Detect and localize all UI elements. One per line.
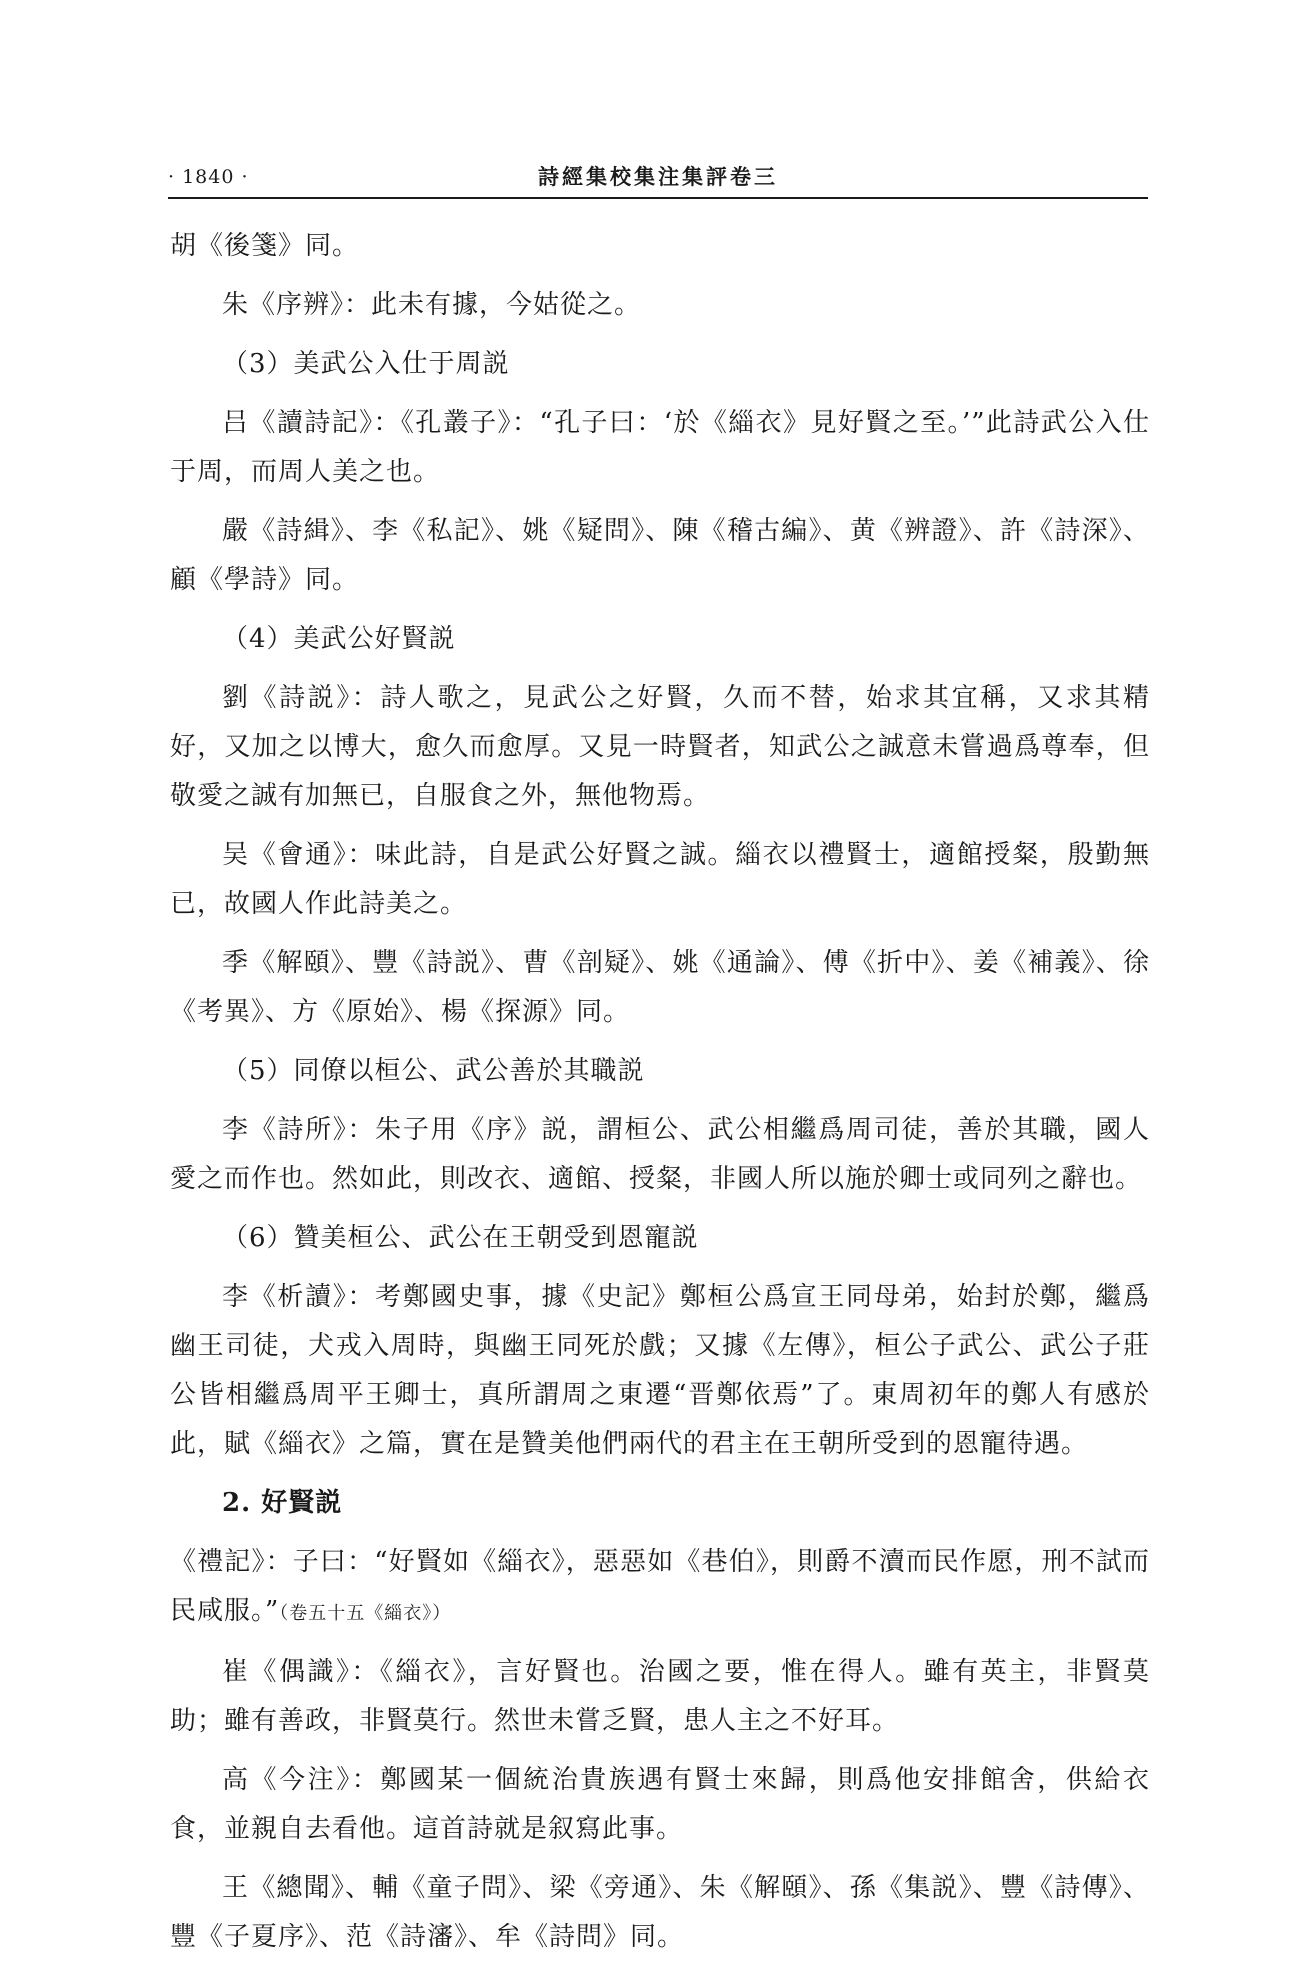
section-heading: （6）贊美桓公、武公在王朝受到恩寵説 — [222, 1223, 699, 1253]
paragraph — [170, 1538, 1150, 1638]
header-rule — [168, 197, 1148, 199]
page-number: · 1840 · — [168, 166, 249, 188]
paragraph: 李《詩所》：朱子用《序》説，謂桓公、武公相繼爲周司徒，善於其職，國人愛之而作也。然如此，則改衣、適館、授粲，非國人所以施於卿士或同列之辭也。 — [170, 1115, 1150, 1194]
section-heading: 2. 好賢説 — [222, 1488, 343, 1518]
paragraph: 吴《會通》：味此詩，自是武公好賢之誠。緇衣以禮賢士，適館授粲，殷勤無已，故國人作此詩美之。 — [170, 840, 1150, 919]
paragraph: 朱《序辨》：此未有據，今姑從之。 — [222, 290, 642, 320]
paragraph: 王《總聞》、輔《童子問》、梁《旁通》、朱《解頤》、孫《集説》、豐《詩傳》、豐《子夏序》、范《詩瀋》、牟《詩問》同。 — [170, 1873, 1150, 1952]
paragraph: 胡《後箋》同。 — [170, 231, 360, 261]
paragraph: 崔《偶識》：《緇衣》，言好賢也。治國之要，惟在得人。雖有英主，非賢莫助；雖有善政，非賢莫行。然世未嘗乏賢，患人主之不好耳。 — [170, 1657, 1150, 1736]
running-title: 詩經集校集注集評卷三 — [538, 164, 778, 189]
paragraph: 嚴《詩緝》、李《私記》、姚《疑問》、陳《稽古編》、黄《辨證》、許《詩深》、顧《學詩》同。 — [170, 516, 1150, 595]
paragraph-text: 《禮記》：子曰：“好賢如《緇衣》，惡惡如《巷伯》，則爵不瀆而民作愿，刑不試而民咸服。” — [170, 1547, 1150, 1626]
body-text — [170, 222, 1150, 1972]
paragraph: 季《解頤》、豐《詩説》、曹《剖疑》、姚《通論》、傅《折中》、姜《補義》、徐《考異》、方《原始》、楊《探源》同。 — [170, 948, 1150, 1027]
page-header — [168, 160, 1148, 194]
paragraph: 吕《讀詩記》：《孔叢子》：“孔子曰：‘於《緇衣》見好賢之至。’”此詩武公入仕于周，而周人美之也。 — [170, 408, 1150, 487]
section-heading: （3）美武公入仕于周説 — [222, 349, 510, 379]
source-note: （卷五十五《緇衣》） — [279, 1603, 452, 1624]
paragraph: 李《析讀》：考鄭國史事，據《史記》鄭桓公爲宣王同母弟，始封於鄭，繼爲幽王司徒，犬戎入周時，與幽王同死於戲；又據《左傳》，桓公子武公、武公子莊公皆相繼爲周平王卿士，真所謂周之東遷“晋鄭依焉”了。東周初年的鄭人有感於此，賦《緇衣》之篇，實在是贊美他們兩代的君主在王朝所受到的恩寵待遇。 — [170, 1282, 1150, 1459]
paragraph: 劉《詩説》：詩人歌之，見武公之好賢，久而不替，始求其宜稱，又求其精好，又加之以博大，愈久而愈厚。又見一時賢者，知武公之誠意未嘗過爲尊奉，但敬愛之誠有加無已，自服食之外，無他物焉。 — [170, 683, 1150, 811]
paragraph: 高《今注》：鄭國某一個統治貴族遇有賢士來歸，則爲他安排館舍，供給衣食，並親自去看他。這首詩就是叙寫此事。 — [170, 1765, 1150, 1844]
section-heading: （5）同僚以桓公、武公善於其職説 — [222, 1056, 645, 1086]
section-heading: （4）美武公好賢説 — [222, 624, 456, 654]
